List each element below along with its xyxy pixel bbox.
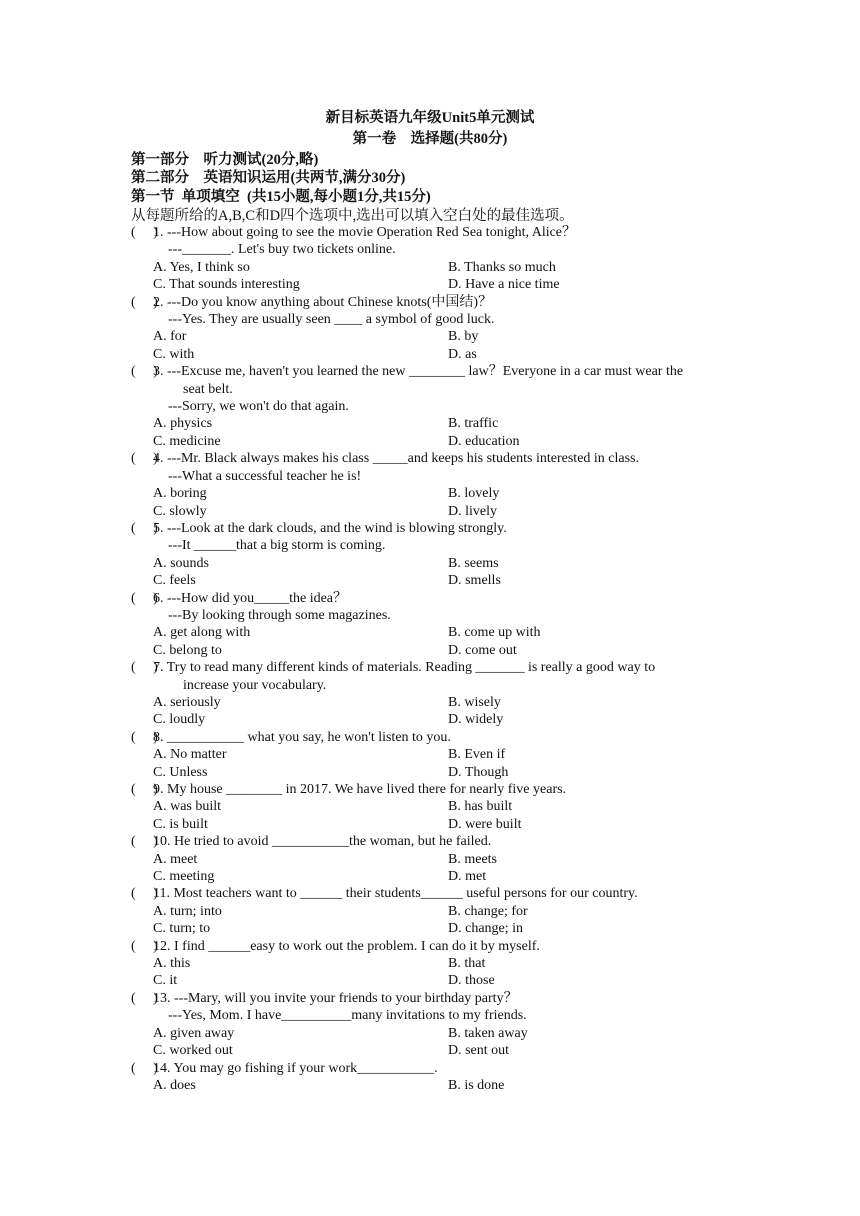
question-12	[131, 938, 751, 990]
question-stem: 9. My house ________ in 2017. We have lived there for nearly five years.	[153, 782, 567, 797]
option-grid	[131, 1077, 751, 1094]
option-grid	[131, 415, 751, 450]
question-stem-row	[131, 729, 751, 746]
option-A: A. boring	[153, 486, 207, 502]
question-stem: 3. ---Excuse me, haven't you learned the new ________ law？Everyone in a car must wear the	[153, 364, 684, 380]
option-B: B. come up with	[448, 625, 541, 641]
exam-subtitle: 第一卷 选择题(共80分)	[352, 131, 508, 147]
question-stem-row	[131, 990, 751, 1007]
question-stem-row	[131, 885, 751, 902]
option-B: B. has built	[448, 799, 513, 815]
question-stem: 1. ---How about going to see the movie Operation Red Sea tonight, Alice？	[153, 225, 577, 240]
option-C: C. with	[153, 346, 195, 362]
option-A: A. for	[153, 329, 187, 345]
question-4	[131, 450, 751, 520]
option-B: B. change; for	[448, 903, 528, 919]
question-stem: 4. ---Mr. Black always makes his class _____and keeps his students interested in class.	[153, 451, 640, 467]
option-B: B. Thanks so much	[448, 259, 556, 275]
option-C: C. slowly	[153, 503, 207, 519]
option-D: D. met	[448, 869, 487, 885]
option-C: C. belong to	[153, 642, 222, 658]
answer-blank[interactable]: ( )	[131, 660, 158, 676]
option-D: D. Though	[448, 764, 509, 780]
question-2	[131, 294, 751, 364]
option-grid	[131, 485, 751, 520]
option-D: D. come out	[448, 642, 517, 658]
option-A: A. get along with	[153, 625, 251, 641]
option-grid	[131, 903, 751, 938]
answer-blank[interactable]: ( )	[131, 886, 158, 902]
question-stem: 11. Most teachers want to ______ their students______ useful persons for our country.	[153, 886, 638, 902]
option-D: D. sent out	[448, 1043, 510, 1059]
option-grid	[131, 851, 751, 886]
option-D: D. education	[448, 433, 520, 449]
option-grid	[131, 798, 751, 833]
option-A: A. No matter	[153, 747, 227, 763]
option-A: A. Yes, I think so	[153, 259, 250, 275]
question-9	[131, 781, 751, 833]
option-D: D. were built	[448, 816, 522, 832]
option-B: B. seems	[448, 555, 499, 571]
dialogue-response: ---What a successful teacher he is!	[168, 468, 362, 484]
question-stem: 2. ---Do you know anything about Chinese knots(中国结)？	[153, 294, 493, 310]
option-C: C. That sounds interesting	[153, 277, 300, 293]
question-list	[131, 224, 751, 1094]
option-B: B. Even if	[448, 747, 506, 763]
option-C: C. turn; to	[153, 921, 211, 937]
question-stem: 8. ___________ what you say, he won't listen to you.	[153, 729, 451, 745]
option-B: B. traffic	[448, 416, 499, 432]
question-11	[131, 885, 751, 937]
option-C: C. loudly	[153, 712, 206, 728]
option-D: D. Have a nice time	[448, 277, 560, 293]
answer-blank[interactable]: ( )	[131, 990, 158, 1006]
option-C: C. Unless	[153, 764, 208, 780]
answer-blank[interactable]: ( )	[131, 729, 158, 745]
question-stem: 5. ---Look at the dark clouds, and the wind is blowing strongly.	[153, 520, 507, 536]
option-B: B. wisely	[448, 694, 501, 710]
dialogue-response: ---It ______that a big storm is coming.	[168, 538, 386, 554]
option-D: D. lively	[448, 503, 497, 519]
option-A: A. physics	[153, 416, 213, 432]
question-stem: 10. He tried to avoid ___________the woman, but he failed.	[153, 834, 492, 850]
dialogue-response: ---_______. Let's buy two tickets online.	[168, 242, 396, 258]
option-D: D. widely	[448, 712, 504, 728]
question-stem: 12. I find ______easy to work out the problem. I can do it by myself.	[153, 938, 540, 954]
option-D: D. change; in	[448, 921, 524, 937]
answer-blank[interactable]: ( )	[131, 782, 158, 797]
option-B: B. taken away	[448, 1025, 528, 1041]
instructions: 从每题所给的A,B,C和D四个选项中,选出可以填入空白处的最佳选项。	[131, 208, 574, 224]
question-stem-row	[131, 294, 751, 311]
option-A: A. meet	[153, 851, 198, 867]
question-stem-row	[131, 938, 751, 955]
question-stem-row	[131, 520, 751, 537]
question-8	[131, 729, 751, 781]
question-stem-row	[131, 363, 751, 380]
option-grid	[131, 555, 751, 590]
answer-blank[interactable]: ( )	[131, 520, 158, 536]
answer-blank[interactable]: ( )	[131, 225, 158, 240]
option-grid	[131, 694, 751, 729]
question-7	[131, 659, 751, 729]
answer-blank[interactable]: ( )	[131, 364, 158, 380]
question-stem: 7. Try to read many different kinds of materials. Reading _______ is really a good way to	[153, 660, 656, 676]
answer-blank[interactable]: ( )	[131, 590, 158, 606]
question-stem: 13. ---Mary, will you invite your friends to your birthday party？	[153, 990, 518, 1006]
option-C: C. worked out	[153, 1043, 233, 1059]
option-grid	[131, 955, 751, 990]
section1-heading: 第一节 单项填空 (共15小题,每小题1分,共15分)	[131, 189, 431, 205]
option-D: D. smells	[448, 573, 501, 589]
question-stem-row	[131, 224, 751, 241]
option-B: B. by	[448, 329, 479, 345]
question-stem-continued: seat belt.	[183, 381, 233, 397]
question-13	[131, 990, 751, 1060]
question-stem-row	[131, 1060, 751, 1077]
question-stem-row	[131, 450, 751, 467]
option-A: A. does	[153, 1077, 196, 1093]
question-10	[131, 833, 751, 885]
exam-title: 新目标英语九年级Unit5单元测试	[325, 110, 535, 126]
question-stem-continued: increase your vocabulary.	[183, 677, 327, 693]
option-A: A. turn; into	[153, 903, 222, 919]
answer-blank[interactable]: ( )	[131, 294, 158, 310]
question-14	[131, 1060, 751, 1095]
option-grid	[131, 259, 751, 294]
answer-blank[interactable]: ( )	[131, 451, 158, 467]
option-grid	[131, 746, 751, 781]
question-3	[131, 363, 751, 450]
option-C: C. meeting	[153, 869, 215, 885]
question-stem: 14. You may go fishing if your work___________.	[153, 1060, 438, 1076]
option-grid	[131, 1025, 751, 1060]
option-A: A. sounds	[153, 555, 210, 571]
question-6	[131, 590, 751, 660]
question-stem: 6. ---How did you_____the idea？	[153, 590, 348, 606]
option-C: C. feels	[153, 573, 196, 589]
question-stem-row	[131, 833, 751, 850]
option-grid	[131, 624, 751, 659]
dialogue-response: ---By looking through some magazines.	[168, 607, 391, 623]
question-5	[131, 520, 751, 590]
option-C: C. medicine	[153, 433, 221, 449]
option-grid	[131, 328, 751, 363]
question-stem-row	[131, 590, 751, 607]
answer-blank[interactable]: ( )	[131, 834, 158, 850]
option-B: B. is done	[448, 1077, 505, 1093]
question-stem-row	[131, 781, 751, 798]
option-A: A. seriously	[153, 694, 221, 710]
question-stem-row	[131, 659, 751, 676]
option-C: C. is built	[153, 816, 208, 832]
option-A: A. given away	[153, 1025, 235, 1041]
option-B: B. meets	[448, 851, 497, 867]
option-A: A. was built	[153, 799, 222, 815]
dialogue-response: ---Sorry, we won't do that again.	[168, 399, 349, 415]
part2-heading: 第二部分 英语知识运用(共两节,满分30分)	[131, 170, 406, 186]
dialogue-response: ---Yes. They are usually seen ____ a symbol of good luck.	[168, 312, 495, 328]
option-B: B. lovely	[448, 486, 500, 502]
answer-blank[interactable]: ( )	[131, 1060, 158, 1076]
option-D: D. as	[448, 346, 477, 362]
answer-blank[interactable]: ( )	[131, 938, 158, 954]
dialogue-response: ---Yes, Mom. I have__________many invitations to my friends.	[168, 1008, 527, 1024]
option-D: D. those	[448, 973, 495, 989]
question-1	[131, 224, 751, 294]
option-B: B. that	[448, 956, 486, 972]
option-C: C. it	[153, 973, 178, 989]
option-A: A. this	[153, 956, 191, 972]
part1-heading: 第一部分 听力测试(20分,略)	[131, 152, 319, 168]
